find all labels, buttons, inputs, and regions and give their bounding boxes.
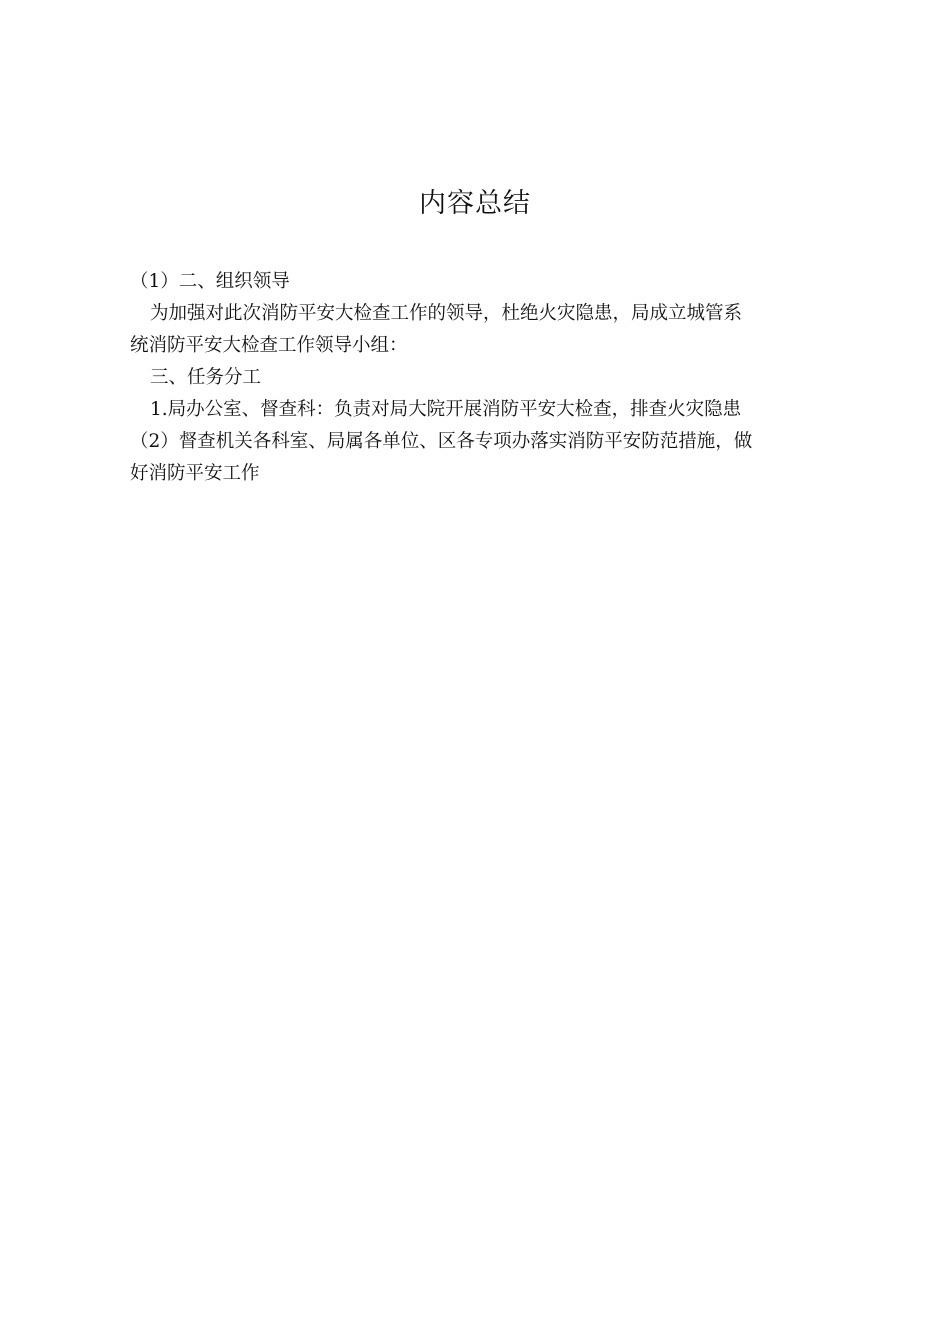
paragraph-line-2: 为加强对此次消防平安大检查工作的领导，杜绝火灾隐患，局成立城管系 bbox=[150, 303, 743, 324]
paragraph-line-1: （1）二、组织领导 bbox=[130, 271, 290, 292]
paragraph-line-5: 1.局办公室、督查科：负责对局大院开展消防平安大检查，排查火灾隐患 bbox=[150, 399, 742, 420]
paragraph-line-7: 好消防平安工作 bbox=[130, 463, 260, 484]
document-body bbox=[130, 266, 830, 490]
document-title: 内容总结 bbox=[419, 188, 531, 219]
paragraph-line-3: 统消防平安大检查工作领导小组： bbox=[130, 335, 408, 356]
paragraph-line-6: （2）督查机关各科室、局属各单位、区各专项办落实消防平安防范措施，做 bbox=[130, 431, 753, 452]
paragraph-line-4: 三、任务分工 bbox=[150, 367, 262, 388]
